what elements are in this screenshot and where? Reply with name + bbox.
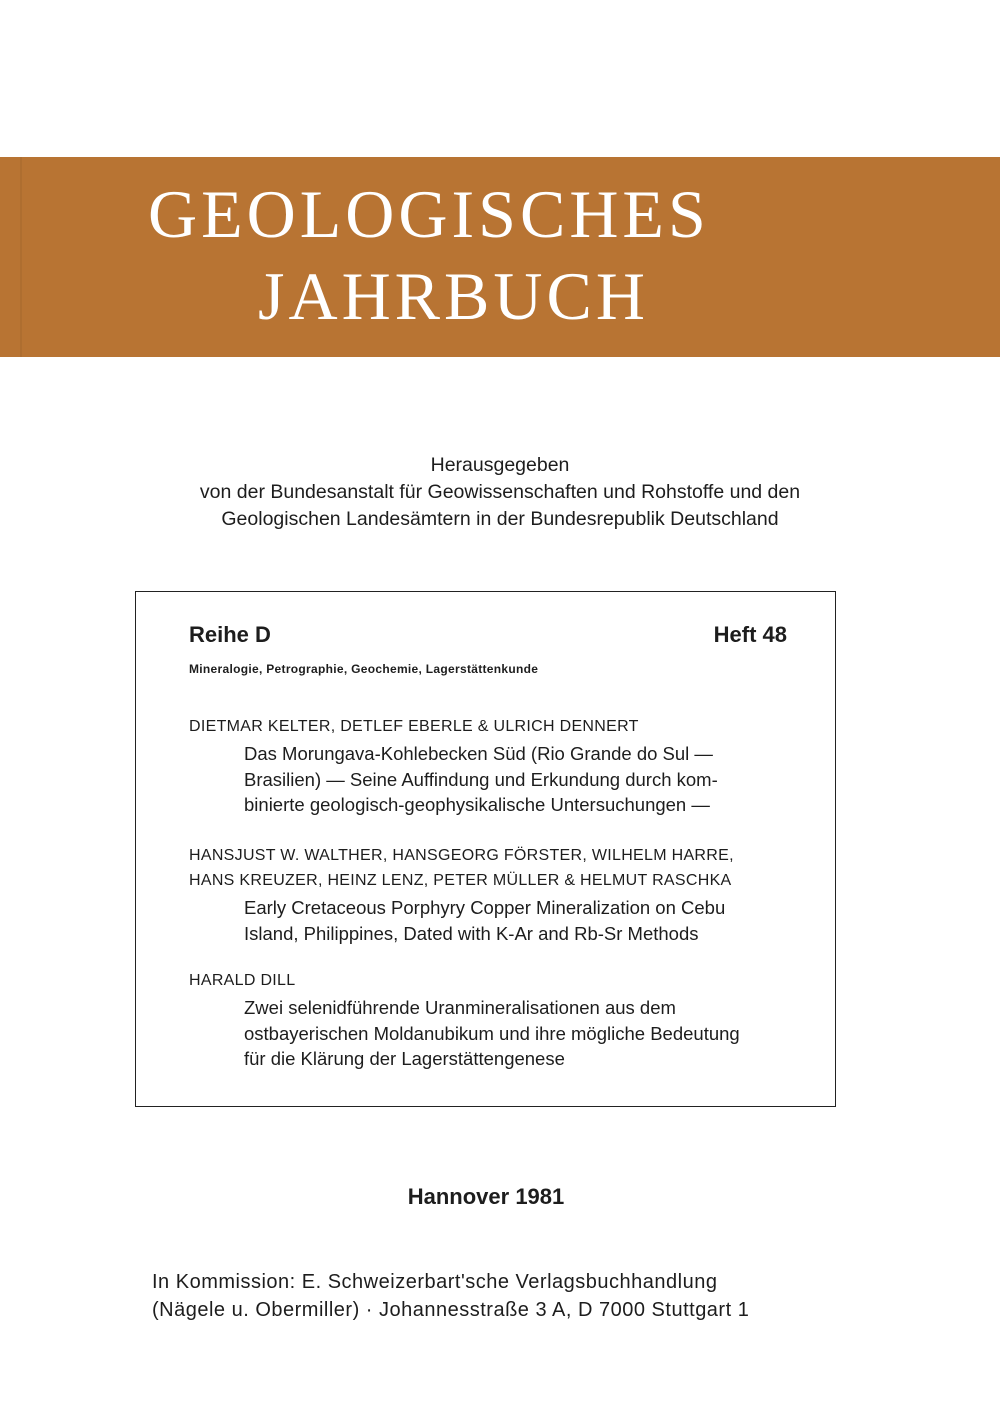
publisher-line-3: Geologischen Landesämtern in der Bundesrepublik Deutschland: [221, 508, 779, 530]
article-3: [189, 968, 795, 1072]
article-title-line: Brasilien) — Seine Auffindung und Erkundung durch kom-: [244, 768, 718, 790]
article-2: [189, 843, 795, 946]
publisher-statement: [0, 452, 1000, 533]
article-title: [244, 741, 795, 818]
series-row: [189, 624, 787, 646]
article-title: [244, 895, 795, 946]
article-authors: HARALD DILL: [189, 972, 296, 989]
issue-label: Heft 48: [713, 622, 787, 647]
commission-statement: [152, 1268, 749, 1324]
article-title-line: Zwei selenidführende Uranmineralisationen aus dem: [244, 997, 676, 1018]
publisher-line-1: Herausgegeben: [430, 454, 570, 476]
article-authors: HANSJUST W. WALTHER, HANSGEORG FÖRSTER, WILHELM HARRE,: [189, 847, 734, 864]
article-title-line: Das Morungava-Kohlebecken Süd (Rio Grande do Sul —: [244, 743, 713, 764]
publisher-line-2: von der Bundesanstalt für Geowissenschaften und Rohstoffe und den: [199, 481, 801, 503]
subjects-line: Mineralogie, Petrographie, Geochemie, Lagerstättenkunde: [189, 662, 539, 676]
journal-title-line-2: JAHRBUCH: [258, 258, 649, 334]
commission-line-1: In Kommission: E. Schweizerbart'sche Verlagsbuchhandlung: [152, 1271, 718, 1293]
place-year: Hannover 1981: [407, 1184, 565, 1209]
banner-fold-line: [20, 157, 22, 357]
article-title-line: Early Cretaceous Porphyry Copper Mineralization on Cebu: [244, 897, 726, 918]
commission-line-2: (Nägele u. Obermiller) · Johannesstraße 3 A, D 7000 Stuttgart 1: [152, 1299, 750, 1321]
article-authors: DIETMAR KELTER, DETLEF EBERLE & ULRICH DENNERT: [189, 718, 639, 735]
article-title: [244, 995, 795, 1072]
article-1: [189, 714, 795, 818]
article-title-line: ostbayerischen Moldanubikum und ihre mögliche Bedeutung: [244, 1022, 740, 1044]
article-authors: HANS KREUZER, HEINZ LENZ, PETER MÜLLER & HELMUT RASCHKA: [189, 872, 732, 889]
article-title-line: Island, Philippines, Dated with K-Ar and Rb-Sr Methods: [244, 922, 699, 944]
contents-box: [135, 591, 836, 1107]
journal-title-line-1: GEOLOGISCHES: [148, 176, 710, 252]
article-title-line: binierte geologisch-geophysikalische Untersuchungen —: [244, 794, 710, 815]
article-title-line: für die Klärung der Lagerstättengenese: [244, 1048, 565, 1069]
series-label: Reihe D: [189, 622, 271, 647]
